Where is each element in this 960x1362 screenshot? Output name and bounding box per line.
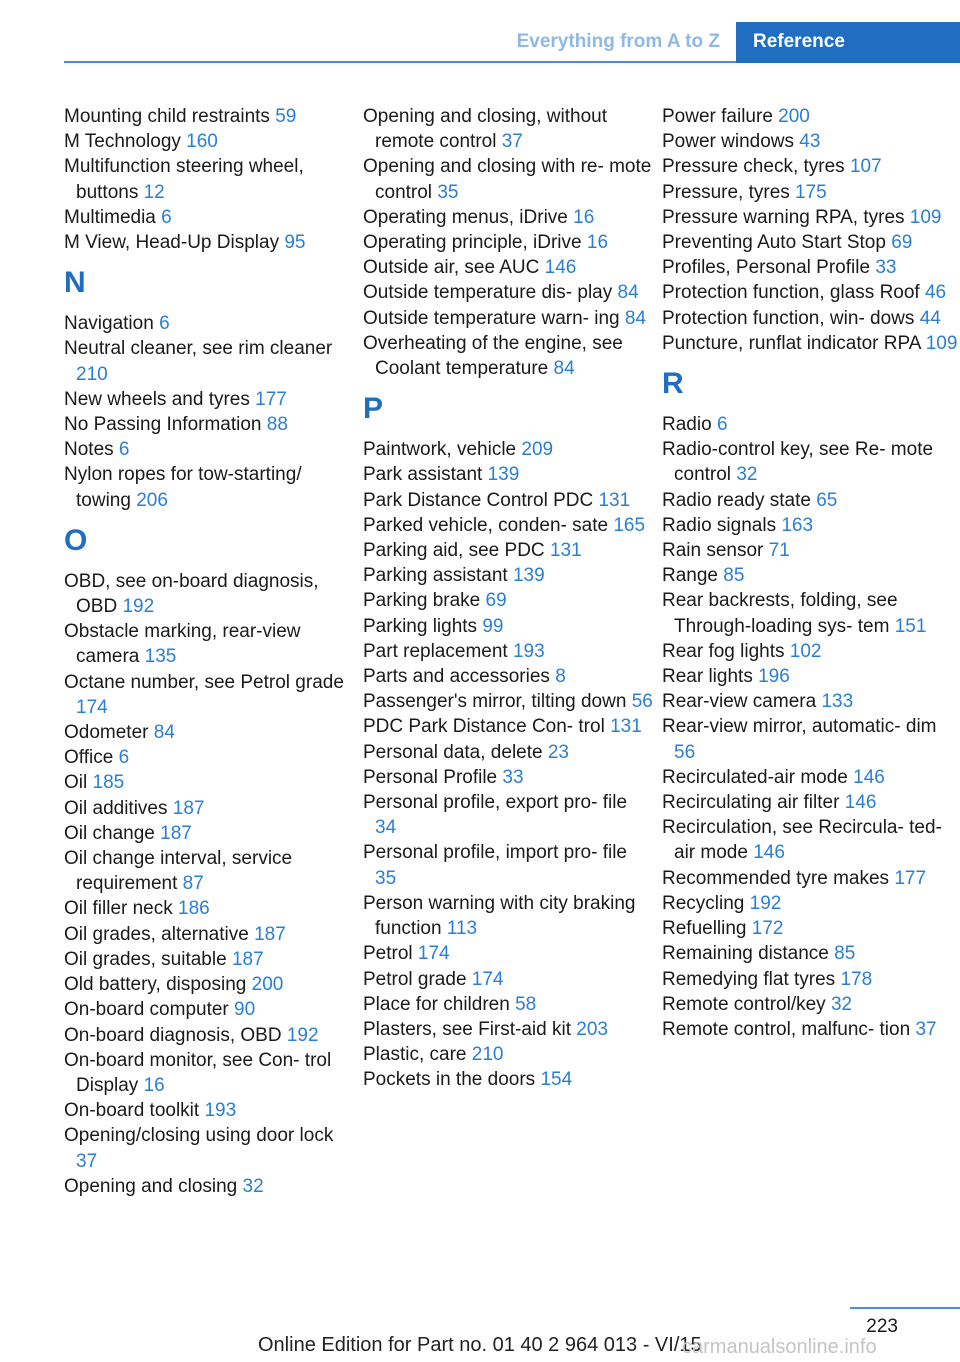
index-entry-term: Park assistant (363, 464, 483, 486)
index-entry (363, 614, 653, 639)
index-entry-term: Parking brake (363, 590, 481, 612)
index-entry-term: Passenger's mirror, tilting down (363, 691, 627, 713)
index-entry-term: Plasters, see First-aid kit (363, 1018, 571, 1040)
index-entry-term: Rear lights (662, 666, 753, 688)
index-entry-page-link[interactable]: 56 (674, 741, 696, 763)
index-entry-page-link[interactable]: 146 (544, 257, 577, 279)
index-entry (662, 488, 960, 513)
index-entry-term: Parking lights (363, 615, 478, 637)
index-entry (64, 387, 354, 412)
index-entry-term: Power failure (662, 106, 773, 127)
index-entry-term: Remote control/key (662, 993, 826, 1015)
index-entry-page-link[interactable]: 172 (751, 918, 784, 940)
index-entry-page-link[interactable]: 192 (749, 892, 782, 914)
index-entry-page-link[interactable]: 12 (143, 181, 165, 203)
index-entry (64, 997, 354, 1022)
index-entry-page-link[interactable]: 185 (92, 772, 125, 794)
header-reference-tab: Reference (736, 22, 960, 63)
index-entry-term: Park Distance Control PDC (363, 489, 594, 511)
index-entry-term: Profiles, Personal Profile (662, 257, 871, 279)
index-entry (662, 866, 960, 891)
index-entry-term: Mounting child restraints (64, 106, 270, 127)
index-entry (363, 588, 653, 613)
index-entry-page-link[interactable]: 88 (266, 414, 288, 436)
index-entry-term: Operating principle, iDrive (363, 232, 582, 254)
index-entry-term: Rear-view camera (662, 691, 817, 713)
index-entry-term: Personal Profile (363, 766, 498, 788)
index-entry (662, 230, 960, 255)
index-entry (363, 154, 653, 204)
index-entry-page-link[interactable]: 187 (254, 923, 286, 945)
index-entry-page-link[interactable]: 71 (768, 540, 790, 562)
index-entry-page-link[interactable]: 151 (894, 615, 927, 637)
index-entry-page-link[interactable]: 37 (915, 1018, 937, 1040)
index-entry-term: Parking aid, see PDC (363, 540, 545, 562)
index-entry-page-link[interactable]: 16 (573, 206, 595, 228)
index-entry (363, 740, 653, 765)
index-entry-page-link[interactable]: 109 (909, 206, 942, 228)
index-entry (662, 154, 960, 179)
index-column-2 (363, 104, 653, 1093)
index-entry (662, 180, 960, 205)
index-entry-page-link[interactable]: 84 (617, 282, 639, 304)
index-entry-term: Recommended tyre makes (662, 867, 890, 889)
index-entry (363, 941, 653, 966)
index-entry (363, 1067, 653, 1092)
index-entry-term: Protection function, glass Roof (662, 282, 920, 304)
index-entry-term: Recirculated-air mode (662, 766, 848, 788)
index-entry-page-link[interactable]: 107 (849, 156, 882, 178)
index-entry-term: Office (64, 747, 114, 769)
index-entry-term: Rear-view mirror, automatic- dim (662, 716, 937, 738)
index-entry-page-link[interactable]: 56 (631, 691, 653, 713)
index-entry (64, 336, 354, 386)
index-entry (662, 916, 960, 941)
index-entry-page-link[interactable]: 16 (586, 232, 609, 254)
index-entry-term: Rain sensor (662, 540, 764, 562)
index-entry-term: Outside air, see AUC (363, 257, 540, 279)
index-entry (64, 1174, 354, 1199)
index-entry-page-link[interactable]: 177 (894, 867, 927, 889)
index-entry (662, 104, 960, 129)
index-entry (363, 840, 653, 890)
index-entry (363, 205, 653, 230)
index-entry-term: On-board computer (64, 999, 229, 1021)
index-entry-term: Pressure, tyres (662, 181, 790, 203)
index-entry-page-link[interactable]: 32 (830, 993, 853, 1015)
index-entry-page-link[interactable]: 193 (512, 640, 545, 662)
index-entry-term: Odometer (64, 722, 149, 744)
index-entry (662, 437, 960, 487)
index-entry-page-link[interactable]: 85 (723, 565, 745, 587)
index-entry (662, 331, 960, 356)
index-entry-term: Obstacle marking, rear-view camera (64, 621, 301, 668)
index-entry-page-link[interactable]: 210 (76, 363, 108, 385)
index-entry-term: Remedying flat tyres (662, 968, 836, 990)
index-entry (363, 1017, 653, 1042)
index-entry-page-link[interactable]: 59 (275, 106, 297, 127)
footer-edition: Online Edition for Part no. 01 40 2 964 013 - VI/15 (258, 1334, 702, 1356)
index-entry-page-link[interactable]: 163 (781, 514, 814, 536)
index-entry-page-link[interactable]: 69 (891, 232, 913, 254)
index-entry-page-link[interactable]: 95 (284, 232, 306, 254)
index-entry-term: Old battery, disposing (64, 974, 247, 996)
index-entry-page-link[interactable]: 193 (204, 1100, 237, 1122)
index-entry-term: Radio (662, 414, 712, 436)
index-entry-page-link[interactable]: 102 (789, 640, 822, 662)
index-entry (363, 790, 653, 840)
index-entry-page-link[interactable]: 16 (143, 1074, 165, 1096)
index-entry (363, 306, 653, 331)
index-entry-page-link[interactable]: 46 (924, 282, 947, 304)
index-entry (662, 205, 960, 230)
index-entry (662, 129, 960, 154)
index-entry (64, 1098, 354, 1123)
index-entry (64, 896, 354, 921)
index-entry (662, 255, 960, 280)
index-column-1 (64, 104, 354, 1199)
index-entry (662, 967, 960, 992)
index-entry-term: Navigation (64, 313, 154, 335)
index-entry-page-link[interactable]: 113 (446, 918, 478, 940)
index-entry (363, 967, 653, 992)
index-entry-term: Oil (64, 772, 88, 794)
index-entry (64, 720, 354, 745)
index-entry (363, 891, 653, 941)
index-entry (662, 664, 960, 689)
index-entry-page-link[interactable]: 84 (553, 358, 575, 380)
index-entry-page-link[interactable]: 34 (375, 817, 397, 839)
index-entry-page-link[interactable]: 6 (161, 206, 172, 228)
index-entry-term: Overheating of the engine, see Coolant temperature (363, 332, 623, 380)
index-entry (363, 1042, 653, 1067)
index-entry-term: No Passing Information (64, 414, 262, 436)
index-entry-page-link[interactable]: 84 (153, 722, 175, 744)
index-entry-page-link[interactable]: 131 (549, 540, 582, 562)
index-entry (363, 104, 653, 154)
index-entry (64, 922, 354, 947)
index-entry-term: Recycling (662, 892, 745, 914)
index-entry-term: Oil change (64, 822, 155, 844)
index-entry-page-link[interactable]: 186 (178, 898, 210, 920)
index-column-3 (662, 104, 960, 1042)
index-entry (363, 230, 653, 255)
index-entry-page-link[interactable]: 187 (172, 797, 205, 819)
index-entry-term: Rear backrests, folding, see Through-loading sys- tem (662, 590, 898, 637)
index-entry-term: M Technology (64, 131, 181, 153)
index-entry-term: Recirculating air filter (662, 792, 840, 814)
index-entry (662, 563, 960, 588)
index-entry-term: Radio signals (662, 514, 777, 536)
index-entry (64, 947, 354, 972)
index-entry-term: Petrol grade (363, 968, 467, 990)
index-entry (662, 714, 960, 764)
index-entry-term: Part replacement (363, 640, 508, 662)
index-entry (662, 765, 960, 790)
index-entry (662, 306, 960, 331)
index-entry-page-link[interactable]: 174 (417, 943, 450, 965)
index-entry-term: Opening and closing, without remote control (363, 106, 607, 153)
index-entry-term: On-board monitor, see Con- trol Display (64, 1049, 332, 1096)
index-entry-page-link[interactable]: 192 (286, 1024, 319, 1046)
index-entry-page-link[interactable]: 85 (834, 943, 856, 965)
index-entry (662, 412, 960, 437)
index-letter-heading: O (64, 523, 88, 557)
index-entry (662, 639, 960, 664)
index-entry (662, 1017, 960, 1042)
index-entry-term: Power windows (662, 131, 794, 153)
index-entry-page-link[interactable]: 177 (255, 388, 287, 410)
index-entry (64, 230, 354, 255)
index-entry-term: Radio ready state (662, 489, 811, 511)
index-entry (64, 412, 354, 437)
index-entry (64, 311, 354, 336)
index-entry-term: Puncture, runflat indicator RPA (662, 332, 921, 354)
index-entry-term: Opening/closing using door lock (64, 1125, 334, 1147)
index-entry (64, 462, 354, 512)
index-entry-term: PDC Park Distance Con- trol (363, 716, 605, 738)
index-entry (64, 972, 354, 997)
index-entry (662, 689, 960, 714)
index-entry-page-link[interactable]: 131 (610, 716, 642, 738)
index-entry-term: Multifunction steering wheel, buttons (64, 156, 304, 203)
index-entry (64, 1048, 354, 1098)
index-entry-term: Notes (64, 439, 114, 461)
index-entry-page-link[interactable]: 135 (144, 646, 177, 668)
index-entry-page-link[interactable]: 44 (919, 307, 941, 329)
index-entry-term: Remaining distance (662, 943, 829, 965)
index-entry (64, 154, 354, 204)
index-entry (363, 462, 653, 487)
page-number: 223 (866, 1316, 898, 1337)
index-entry (363, 513, 653, 538)
index-entry-page-link[interactable]: 200 (778, 106, 810, 127)
index-entry (363, 639, 653, 664)
index-entry (64, 205, 354, 230)
index-entry-term: Neutral cleaner, see rim cleaner (64, 338, 333, 360)
index-entry-page-link[interactable]: 6 (716, 414, 728, 436)
index-entry (662, 992, 960, 1017)
index-entry (64, 619, 354, 669)
index-entry-term: Petrol (363, 943, 413, 965)
index-letter-heading: R (662, 367, 684, 401)
index-entry-term: Rear fog lights (662, 640, 785, 662)
index-entry (363, 664, 653, 689)
index-entry (662, 513, 960, 538)
index-entry (662, 790, 960, 815)
index-entry-page-link[interactable]: 8 (555, 666, 566, 688)
index-entry-term: Person warning with city braking function (363, 892, 636, 940)
index-entry (64, 821, 354, 846)
index-entry-page-link[interactable]: 87 (182, 873, 204, 895)
index-entry-page-link[interactable]: 174 (76, 696, 108, 718)
index-entry-term: Outside temperature warn- ing (363, 307, 620, 329)
index-entry-term: Oil additives (64, 797, 168, 819)
index-entry-term: Personal profile, export pro- file (363, 792, 628, 814)
index-entry-page-link[interactable]: 160 (186, 131, 218, 153)
index-entry (64, 1023, 354, 1048)
index-entry-page-link[interactable]: 139 (487, 464, 520, 486)
index-entry-term: Plastic, care (363, 1044, 467, 1066)
index-entry (64, 104, 354, 129)
index-entry (662, 891, 960, 916)
index-entry (363, 280, 653, 305)
index-entry-page-link[interactable]: 32 (736, 464, 758, 486)
index-entry-page-link[interactable]: 210 (471, 1044, 504, 1066)
index-entry-page-link[interactable]: 178 (840, 968, 873, 990)
index-entry-page-link[interactable]: 175 (795, 181, 827, 203)
index-entry-page-link[interactable]: 146 (844, 792, 877, 814)
index-entry-page-link[interactable]: 37 (76, 1150, 98, 1172)
index-entry (64, 796, 354, 821)
index-entry-term: OBD, see on-board diagnosis, OBD (64, 570, 319, 618)
index-letter-heading: P (363, 392, 384, 426)
index-entry (64, 129, 354, 154)
index-entry-page-link[interactable]: 206 (136, 489, 168, 511)
page-number-rule (850, 1307, 960, 1309)
index-entry (64, 569, 354, 619)
index-entry (64, 670, 354, 720)
index-entry-term: Radio-control key, see Re- mote control (662, 439, 934, 486)
index-entry-page-link[interactable]: 35 (375, 867, 397, 889)
index-entry-page-link[interactable]: 32 (242, 1175, 264, 1197)
index-entry-page-link[interactable]: 133 (821, 691, 854, 713)
index-entry-term: Preventing Auto Start Stop (662, 232, 886, 254)
index-entry (662, 588, 960, 638)
index-entry-term: Parts and accessories (363, 666, 550, 688)
index-entry-page-link[interactable]: 165 (613, 514, 646, 536)
index-entry (363, 765, 653, 790)
index-entry-term: Pockets in the doors (363, 1069, 536, 1091)
index-entry-page-link[interactable]: 109 (925, 332, 958, 354)
index-entry (363, 538, 653, 563)
index-entry-page-link[interactable]: 200 (251, 974, 284, 996)
index-letter-heading: N (64, 266, 86, 300)
index-entry-page-link[interactable]: 131 (598, 489, 631, 511)
index-entry (662, 538, 960, 563)
index-entry (363, 992, 653, 1017)
index-entry-term: Opening and closing with re- mote control (363, 156, 652, 203)
index-entry (662, 280, 960, 305)
index-entry-page-link[interactable]: 174 (471, 968, 504, 990)
index-entry-term: Recirculation, see Recircula- ted-air mode (662, 817, 942, 864)
index-entry (363, 689, 653, 714)
index-entry-term: Oil grades, alternative (64, 923, 249, 945)
index-entry-page-link[interactable]: 146 (853, 766, 885, 788)
index-entry-page-link[interactable]: 23 (547, 741, 569, 763)
index-entry-page-link[interactable]: 6 (159, 313, 170, 335)
index-entry-page-link[interactable]: 203 (576, 1018, 608, 1040)
index-entry-term: On-board diagnosis, OBD (64, 1024, 282, 1046)
index-entry-term: Oil change interval, service requirement (64, 848, 293, 895)
index-entry-page-link[interactable]: 35 (437, 181, 459, 203)
index-entry (363, 563, 653, 588)
index-entry (363, 488, 653, 513)
index-entry-term: New wheels and tyres (64, 388, 250, 410)
index-entry-term: Octane number, see Petrol grade (64, 671, 344, 693)
index-entry-term: Pressure check, tyres (662, 156, 845, 178)
index-entry-page-link[interactable]: 196 (758, 666, 790, 688)
index-entry-term: Protection function, win- dows (662, 307, 915, 329)
index-entry-page-link[interactable]: 192 (122, 596, 155, 618)
index-entry-term: Nylon ropes for tow-starting/ towing (64, 464, 302, 511)
index-entry-page-link[interactable]: 139 (512, 565, 545, 587)
index-entry (363, 255, 653, 280)
index-entry-term: Personal profile, import pro- file (363, 842, 627, 864)
index-entry-term: Refuelling (662, 918, 747, 940)
index-entry (662, 815, 960, 865)
index-entry-term: Pressure warning RPA, tyres (662, 206, 905, 228)
index-entry-term: Parking assistant (363, 565, 508, 587)
index-entry-page-link[interactable]: 84 (624, 307, 647, 329)
index-entry (64, 1123, 354, 1173)
index-entry-page-link[interactable]: 146 (753, 842, 785, 864)
index-entry-term: M View, Head-Up Display (64, 232, 280, 254)
index-entry-page-link[interactable]: 37 (501, 131, 523, 153)
index-entry-page-link[interactable]: 65 (816, 489, 838, 511)
index-entry-page-link[interactable]: 99 (482, 615, 504, 637)
header-section-title: Everything from A to Z (516, 31, 720, 52)
index-entry-page-link[interactable]: 6 (118, 747, 130, 769)
index-entry-term: Range (662, 565, 718, 587)
index-entry-page-link[interactable]: 33 (502, 766, 524, 788)
index-entry (64, 745, 354, 770)
index-entry-page-link[interactable]: 43 (799, 131, 821, 153)
index-entry-page-link[interactable]: 58 (515, 993, 537, 1015)
index-entry-page-link[interactable]: 69 (485, 590, 507, 612)
index-entry-page-link[interactable]: 154 (540, 1069, 573, 1091)
index-entry-page-link[interactable]: 6 (118, 439, 130, 461)
index-entry-term: Paintwork, vehicle (363, 439, 517, 461)
index-entry (662, 941, 960, 966)
watermark: carmanualsonline.info (682, 1336, 877, 1358)
index-entry-term: Parked vehicle, conden- sate (363, 514, 609, 536)
index-entry-page-link[interactable]: 33 (875, 257, 897, 279)
index-entry-page-link[interactable]: 90 (234, 999, 256, 1021)
index-entry-term: Outside temperature dis- play (363, 282, 613, 304)
index-entry (363, 437, 653, 462)
index-entry-page-link[interactable]: 187 (160, 822, 192, 844)
index-entry-term: Operating menus, iDrive (363, 206, 568, 228)
index-entry-term: Opening and closing (64, 1175, 238, 1197)
index-entry (363, 714, 653, 739)
index-entry-page-link[interactable]: 187 (231, 948, 264, 970)
index-entry (64, 770, 354, 795)
index-entry-term: Oil filler neck (64, 898, 173, 920)
index-entry (363, 331, 653, 381)
index-entry-term: Personal data, delete (363, 741, 543, 763)
index-entry (64, 846, 354, 896)
index-entry-term: Oil grades, suitable (64, 948, 227, 970)
index-entry-term: Multimedia (64, 206, 156, 228)
index-entry (64, 437, 354, 462)
index-entry-term: On-board toolkit (64, 1100, 200, 1122)
index-entry-term: Place for children (363, 993, 510, 1015)
index-entry-page-link[interactable]: 209 (521, 439, 554, 461)
index-entry-term: Remote control, malfunc- tion (662, 1018, 911, 1040)
